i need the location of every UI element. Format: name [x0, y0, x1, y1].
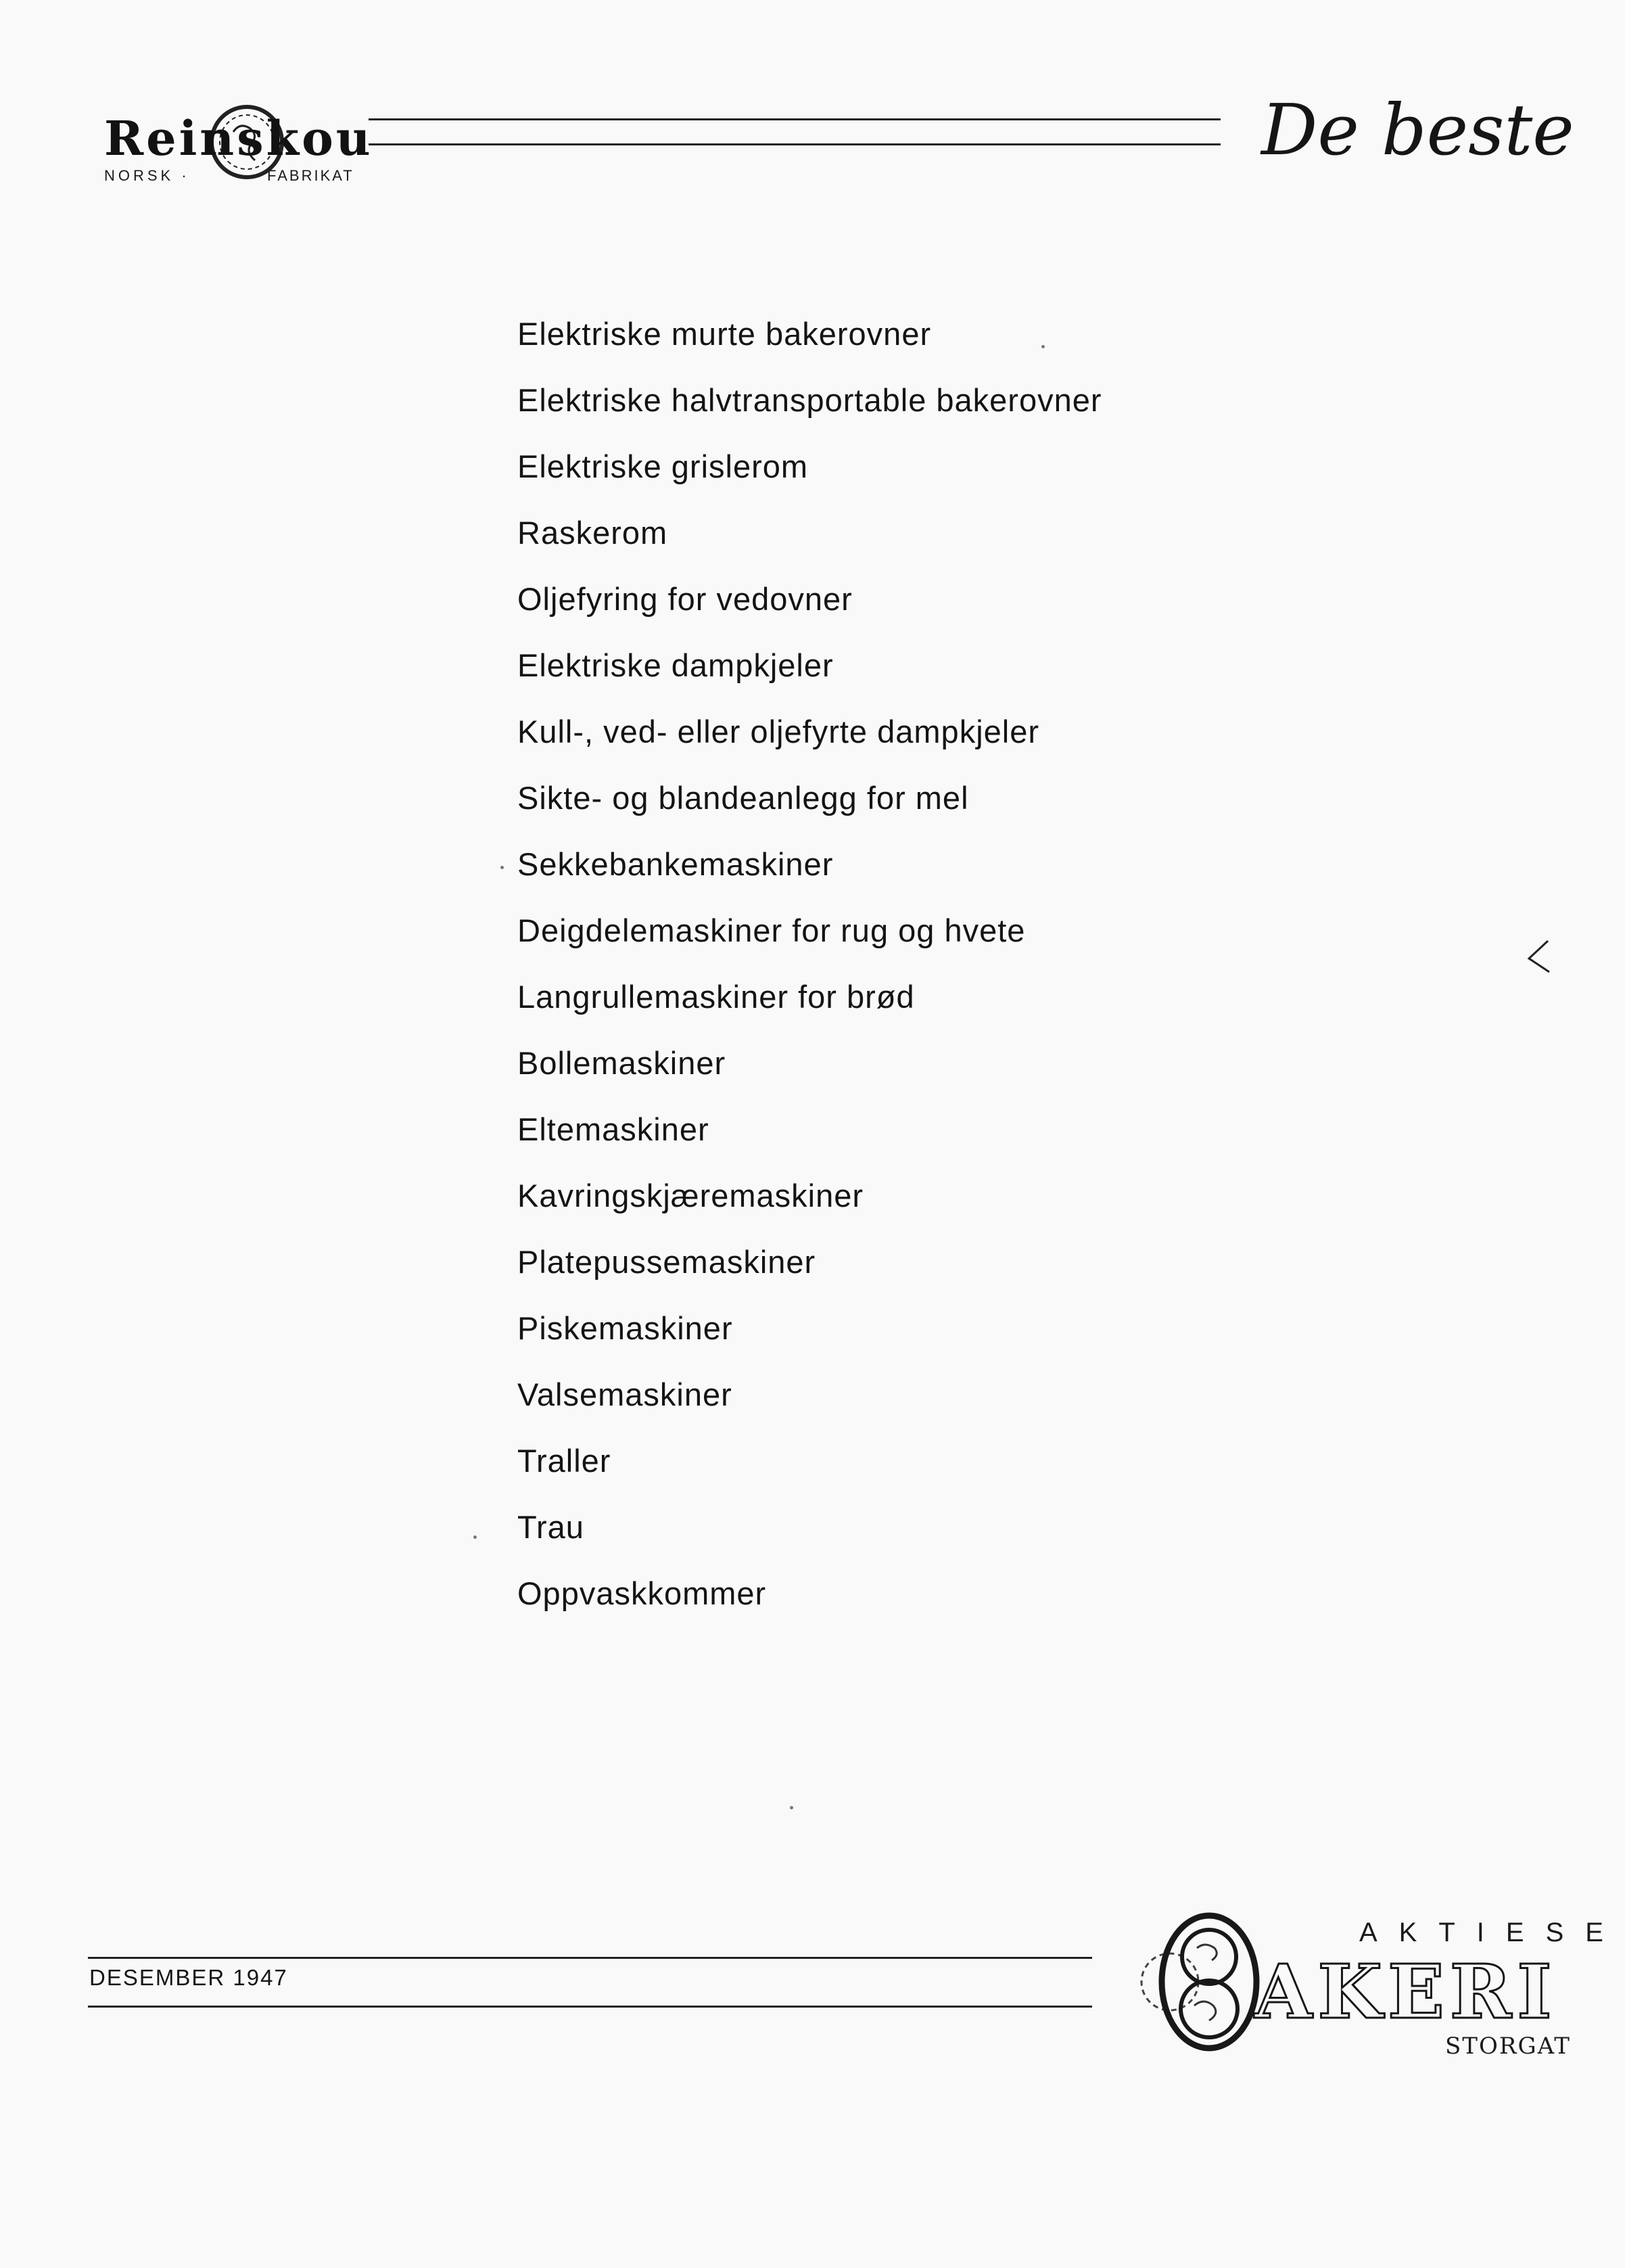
list-item: Traller — [517, 1443, 611, 1479]
list-item: Valsemaskiner — [517, 1376, 732, 1412]
page-title: De beste — [1261, 89, 1574, 171]
scan-speck — [473, 1535, 477, 1539]
list-item: Bollemaskiner — [517, 1045, 726, 1081]
list-item: Eltemaskiner — [517, 1111, 709, 1147]
list-item: Elektriske grislerom — [517, 448, 809, 484]
logo-subtitle-left: NORSK · — [104, 167, 190, 184]
scan-speck — [790, 1806, 793, 1809]
scan-speck — [500, 866, 504, 869]
gear-globe-emblem-icon — [1129, 1904, 1265, 2060]
footer-rule-top — [88, 1957, 1092, 1959]
list-item: Kavringskjæremaskiner — [517, 1178, 864, 1213]
list-item: Oppvaskkommer — [517, 1575, 767, 1611]
list-item: Sekkebankemaskiner — [517, 846, 834, 882]
header-rule-bottom — [369, 143, 1221, 145]
reinskou-logo — [101, 95, 373, 189]
list-item: Kull-, ved- eller oljefyrte dampkjeler — [517, 714, 1040, 749]
list-item: Platepussemaskiner — [517, 1244, 816, 1280]
scan-speck — [1041, 345, 1045, 348]
footer-rule-bottom — [88, 2006, 1092, 2008]
company-name: AKERI — [1254, 1948, 1557, 2035]
list-item: Trau — [517, 1509, 584, 1545]
list-item: Elektriske halvtransportable bakerovner — [517, 382, 1102, 418]
list-item: Elektriske murte bakerovner — [517, 316, 932, 352]
list-item: Sikte- og blandeanlegg for mel — [517, 780, 969, 816]
footer-date: DESEMBER 1947 — [89, 1965, 288, 1990]
company-address: STORGAT — [1445, 2033, 1571, 2060]
list-item: Oljefyring for vedovner — [517, 581, 853, 617]
margin-mark-icon — [1525, 937, 1552, 977]
list-item: Deigdelemaskiner for rug og hvete — [517, 912, 1026, 948]
list-item: Langrullemaskiner for brød — [517, 979, 915, 1015]
list-item: Elektriske dampkjeler — [517, 647, 834, 683]
header-rule-top — [369, 118, 1221, 120]
company-name-prefix: AKTIESE — [1359, 1918, 1625, 1947]
product-list — [517, 311, 1102, 1637]
logo-subtitle-right: FABRIKAT — [267, 167, 354, 184]
list-item: Raskerom — [517, 515, 668, 551]
list-item: Piskemaskiner — [517, 1310, 733, 1346]
logo-wordmark: Reinskou — [104, 110, 373, 166]
